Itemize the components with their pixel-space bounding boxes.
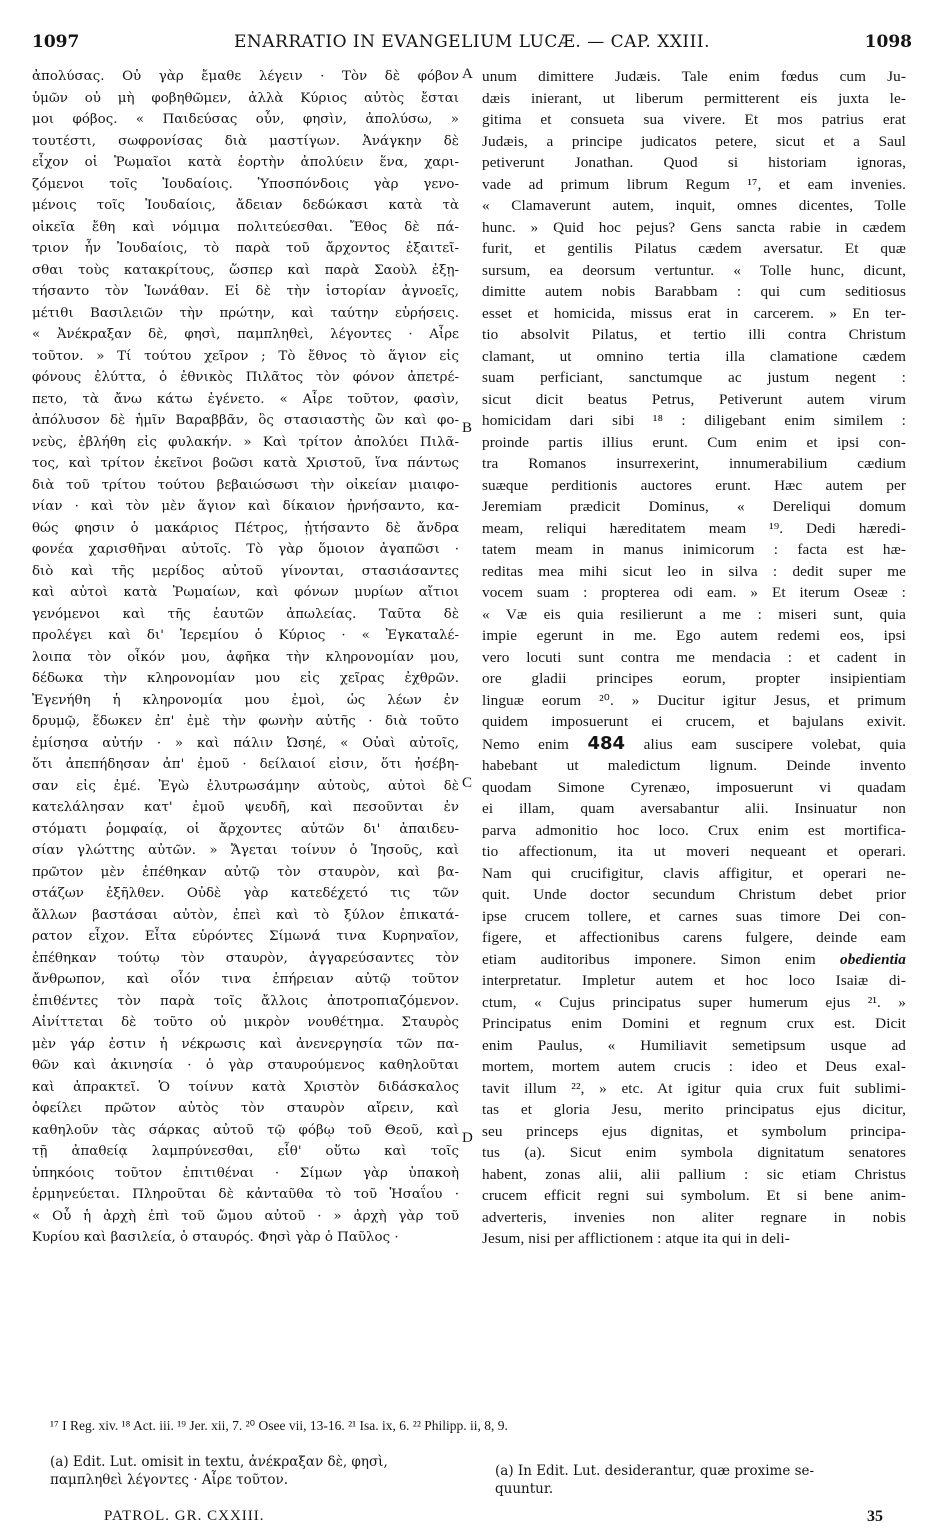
text-line: ὑπηκόοις τοῦτον ἐπιτιθέναι · Σίμων γὰρ ὑπακοὴ <box>32 1165 459 1181</box>
text-line: καὶ ἀπρακτεῖ. Ὁ τοίνυν κατὰ Χριστὸν διδάσκαλος <box>32 1079 459 1095</box>
text-line: Jeremiam prædicit Dominus, « Dereliqui domum <box>482 498 906 515</box>
text-line: seu princeps ejus dignitas, et symbolum principa- <box>482 1122 906 1140</box>
text-line: ὀφείλει πρῶτον αὐτὸς τὸν σταυρὸν αἴρειν, καὶ <box>32 1101 459 1116</box>
text-line: habebant ut maledictum lignum. Deinde invento <box>482 757 906 774</box>
text-line: tus (a). Sicut enim symbola dignitatum senatores <box>482 1144 906 1161</box>
text-line: μένοις τοῖς Ἰουδαίοις, ἄδειαν δεδώκασι κατὰ τὰ <box>32 198 459 213</box>
text-line: adverteris, invenies non aliter regnare in nobis <box>482 1208 906 1226</box>
page-number-left: 1097 <box>32 32 80 52</box>
text-line: enim Paulus, « Humiliavit semetipsum usque ad <box>482 1036 906 1054</box>
text-line: unum dimittere Judæis. Tale enim fœdus cum Ju- <box>482 68 906 85</box>
text-line: μοι φόβος. « Παιδεύσας οὖν, φησὶν, ἀπολύσω, » <box>32 112 459 127</box>
text-line: μὲν γάρ ἐστιν ἡ νέκρωσις καὶ ἀνενεργησία τῶν πα- <box>32 1036 459 1052</box>
text-line: προλέγει καὶ δι' Ἱερεμίου ὁ Κύριος · « Ἐγκαταλέ- <box>32 628 459 643</box>
text-line: σθαι τοὺς κατακρίτους, ὥσπερ καὶ παρὰ Σαοὺλ ἐξῃ- <box>32 262 459 278</box>
text-line: parva admonitio hoc loco. Crux enim est mortifica- <box>482 821 906 839</box>
text-line: τριον ἦν Ἰουδαίοις, τὸ παρὰ τοῦ ἄρχοντος ἐξαιτεῖ- <box>32 241 459 256</box>
text-line: sicut dicit beatus Petrus, Petiverunt autem virum <box>482 390 906 408</box>
text-line: στάζων ἐξῆλθεν. Οὐδὲ γὰρ κατεδέχετό τις τῶν <box>32 886 459 901</box>
text-line: tio affectionum, ita ut moveri nequeant et operari. <box>482 843 906 860</box>
text-line: θώς φησιν ὁ μακάριος Πέτρος, ᾐτήσαντο δὲ ἄνδρα <box>32 520 459 536</box>
text-line: crucem efficit regni sui symbolum. Et si bene anim- <box>482 1187 906 1204</box>
footnote-line: (a) Edit. Lut. omisit in textu, ἀνέκραξαν δὲ, φησὶ, <box>50 1454 388 1470</box>
scripture-references: ¹⁷ I Reg. xiv. ¹⁸ Act. iii. ¹⁹ Jer. xii, 7. ²⁰ Osee vii, 13-16. ²¹ Isa. ix, 6. ²² Philipp. ii, 8, 9. <box>50 1418 508 1433</box>
text-line: quodam Simone Cyrenæo, imposuerunt vi quadam <box>482 778 906 796</box>
page-stamp: 484 <box>587 732 626 754</box>
text-line: Ἐγενήθη ἡ κληρονομία μου ἐμοὶ, ὡς λέων ἐν <box>32 692 459 708</box>
text-line: esset et homicida, missus erat in carcerem. » En ter- <box>482 304 906 322</box>
text-line: στόματι ῥομφαίᾳ, οἱ ἄρχοντες αὐτῶν δι' ἀπαιδευ- <box>32 821 459 837</box>
text-line: tatem meam in manus inimicorum : facta est hæ- <box>482 541 906 558</box>
text-line: ἄλλων βαστάσαι αὐτὸν, ἐπεὶ καὶ τὸ ξύλον ἐπικατά- <box>32 907 459 923</box>
text-line: ore gladii principes eorum, propter insipientiam <box>482 670 906 687</box>
page-number-right: 1098 <box>864 32 912 52</box>
signature-mark: 35 <box>867 1508 883 1525</box>
text-line: τος, καὶ τρίτον ἐκεῖνοι βοῶσι κατὰ Χριστοῦ, ἵνα πάντως <box>32 456 459 471</box>
margin-letter-d: D <box>462 1130 473 1146</box>
footnote-line: (a) In Edit. Lut. desiderantur, quæ proxime se- <box>495 1463 815 1479</box>
text-line: suam perficiant, sanctumque ac justum negent : <box>482 369 906 386</box>
text-line: vocem suam : propterea odi eam. » Et iterum Oseæ : <box>482 584 906 601</box>
margin-letter-a: A <box>462 66 473 82</box>
text-line: ἐπέθηκαν τούτῳ τὸν σταυρὸν, ἀγγαρεύσαντες τὸν <box>32 950 459 966</box>
footnote-right <box>495 1462 915 1498</box>
text-line: tavit illum ²², » etc. At igitur quia crux fuit sublimi- <box>482 1079 906 1097</box>
text-line: vade ad primum librum Regum ¹⁷, et eam invenies. <box>482 175 906 193</box>
text-line: διὸ καὶ τῆς μερίδος αὐτοῦ γίνονται, στασιάσαντες <box>32 563 459 579</box>
margin-letter-b: B <box>462 420 473 436</box>
text-line: quidem imposuerunt ei crucem, et bajulans exivit. <box>482 713 906 730</box>
text-line: homicidam dari sibi ¹⁸ : diligebant enim similem : <box>482 412 906 429</box>
text-line: ἐμίσησα αὐτήν · » καὶ πάλιν Ὠσηέ, « Οὐαὶ αὐτοῖς, <box>32 735 459 751</box>
text-line: gitima et consueta sua vivere. Et mos patrius erat <box>482 111 906 128</box>
text-line: Judæis, a principe judicatos petere, sicut et a Saul <box>482 132 906 150</box>
text-line: Jesum, nisi per afflictionem : atque ita qui in deli- <box>482 1230 790 1247</box>
page-header <box>32 32 912 58</box>
footnote-line: παμπληθεὶ λέγοντες · Αἶρε τοῦτον. <box>50 1472 288 1488</box>
text-line: tas et gloria Jesu, merito principatus ejus dicitur, <box>482 1101 906 1118</box>
text-line: ρατον εἶχον. Εἶτα εὑρόντες Σίμωνά τινα Κυρηναῖον, <box>32 929 459 944</box>
text-line: petiverunt Jonathan. Quod si historiam ignoras, <box>482 154 906 171</box>
margin-letter-c: C <box>462 775 473 791</box>
text-line: Nam qui crucifigitur, clavis affigitur, et operari ne- <box>482 864 906 882</box>
text-line: habent, zonas alii, alii pallium : sic etiam Christus <box>482 1165 906 1183</box>
text-line: hunc. » Quid hoc pejus? Gens sancta rabie in cædem <box>482 218 906 236</box>
text-line: σαν εἰς ἐμέ. Ἐγὼ ἐλυτρωσάμην αὐτοὺς, αὐτοὶ δὲ <box>32 778 459 794</box>
text-line: λοιπα τὸν οἶκόν μου, ἀφῆκα τὴν κληρονομίαν μου, <box>32 649 459 665</box>
text-line: μέτιθι Βασιλειῶν τὴν πρώτην, καὶ ταύτην εὑρήσεις. <box>32 305 459 321</box>
text-line: τήσαντο τὸν Ἰωνάθαν. Εἰ δὲ τὴν ἱστορίαν ἀγνοεῖς, <box>32 284 459 299</box>
text-line: clamant, ut omnino tertia illa clamatione cædem <box>482 347 906 365</box>
text-line: γενόμενοι καὶ τῆς ἑαυτῶν ἀπωλείας. Ταῦτα δὲ <box>32 606 459 622</box>
text-line: καθηλοῦν τὰς σάρκας αὐτοῦ τῷ φόβῳ τοῦ Θεοῦ, καὶ <box>32 1122 459 1138</box>
text-line: reditas mea mihi sicut leo in silva : dedit super me <box>482 562 906 580</box>
text-line: impie egerunt in me. Ego autem redemi eos, ipsi <box>482 627 906 644</box>
text-line: figere, et affectionibus carens fulgere, deinde eam <box>482 929 906 946</box>
text-line: ὅτι ἀπεπήδησαν ἀπ' ἐμοῦ · δείλαιοί εἰσιν, ὅτι ἠσέβη- <box>32 757 459 772</box>
text-line: οἰκεῖα ἔθη καὶ νόμιμα πολιτεύεσθαι. Ἔθος δὲ πά- <box>32 219 459 235</box>
text-line: ἄνθρωπον, καὶ οἷόν τινα ἐπήρειαν αὐτῷ τοῦτον <box>32 972 459 987</box>
text-line: proinde partis illius erunt. Cum enim et ipsi con- <box>482 433 906 451</box>
text-line: ζόμενοι τοῖς Ἰουδαίοις. Ὑποσπόνδοις γὰρ γενο- <box>32 176 459 192</box>
text-line: ctum, « Cujus principatus super humerum ejus ²¹. » <box>482 993 906 1011</box>
text-line: Κυρίου καὶ βασιλεία, ὁ σταυρός. Φησὶ γὰρ ὁ Παῦλος · <box>32 1230 399 1245</box>
text-line: dæis inierant, ut liberum permitterent eis juxta le- <box>482 89 906 107</box>
text-line: Αἰνίττεται δὲ τοῦτο οὐ μικρὸν νουθέτημα. Σταυρὸς <box>32 1015 459 1030</box>
text-line: tra Romanos insurrexerint, innumerabilium cædium <box>482 455 906 472</box>
text-line: ipse crucem tollere, et carnes suas timore Dei con- <box>482 907 906 925</box>
text-line: ἀπολύσας. Οὐ γὰρ ἔμαθε λέγειν · Τὸν δὲ φόβον <box>32 69 459 84</box>
text-line: ἀπόλυσον δὲ ἡμῖν Βαραββᾶν, ὃς στασιαστὴς ὢν καὶ φο- <box>32 413 459 428</box>
footnote-line: quuntur. <box>495 1481 554 1497</box>
text-line: ἑρμηνεύεται. Πληροῦται δὲ κἀνταῦθα τὸ τοῦ Ἡσαΐου · <box>32 1187 459 1202</box>
text-line: νίαν · καὶ τὸν μὲν ἅγιον καὶ δίκαιον ἠρνήσαντο, κα- <box>32 499 459 514</box>
text-line: θῶν καὶ ἀκινησία · ὁ γὰρ σταυρούμενος καθηλοῦται <box>32 1058 459 1073</box>
latin-text-column <box>482 66 906 1250</box>
text-line: dimitte autem nobis Barabbam : qui cum seditiosus <box>482 283 906 300</box>
text-line: φόνους ἐλύττα, ὁ ἐθνικὸς Πιλᾶτος τὸν φόνον ἀπετρέ- <box>32 370 459 385</box>
footnote-left <box>50 1453 460 1489</box>
text-line: δρυμῷ, ἔδωκεν ἐπ' ἐμὲ τὴν φωνὴν αὐτῆς · διὰ τοῦτο <box>32 714 459 729</box>
running-title: ENARRATIO IN EVANGELIUM LUCÆ. — CAP. XXIII. <box>234 32 710 52</box>
text-line: vero locuti sunt contra me mendacia : et cadent in <box>482 648 906 666</box>
text-line: ei illam, quam aversabantur alii. Insinuatur non <box>482 800 906 817</box>
text-line: sursum, ea deorsum vertuntur. « Tolle hunc, dicunt, <box>482 261 906 279</box>
text-line: ἐπιθέντες τὸν παρὰ τοῖς ἄλλοις ἀποτροπιαζόμενον. <box>32 993 459 1009</box>
text-line: « Ἀνέκραξαν δὲ, φησὶ, παμπληθεὶ, λέγοντες · Αἶρε <box>32 327 459 342</box>
greek-text-column <box>32 66 459 1249</box>
text-line: καὶ αὐτοὶ κατὰ Ῥωμαίων, καὶ φόνων μυρίων αἴτιοι <box>32 585 459 600</box>
text-line: τῇ ἀπαθείᾳ λαμπρύνεσθαι, εἶθ' οὕτω καὶ τοῖς <box>32 1144 459 1159</box>
text-line: διὰ τοῦ τρίτου τούτου βεβαιώσωσι τὴν οἰκείαν μιαιφο- <box>32 477 459 493</box>
text-line: quit. Unde doctor secundum Christum debet prior <box>482 886 906 903</box>
italic-term: obedientia <box>840 950 906 968</box>
series-footer: PATROL. GR. CXXIII. <box>104 1508 265 1524</box>
text-line: τοῦτον. » Τί τούτου χεῖρον ; Τὸ ἔθνος τὸ ἅγιον εἰς <box>32 348 459 364</box>
text-line: πετο, τὰ ἄνω κάτω ἐγένετο. « Αἶρε τοῦτον, φασὶν, <box>32 391 459 407</box>
text-line: « Οὗ ἡ ἀρχὴ ἐπὶ τοῦ ὤμου αὐτοῦ · » ἀρχὴ γὰρ τοῦ <box>32 1208 459 1224</box>
text-line: Nemo enim 484 alius eam suscipere volebat, quia <box>482 732 906 754</box>
text-line: etiam auditoribus imponere. Simon enim obedientia <box>482 950 906 968</box>
text-line: νεὺς, ἐβλήθη εἰς φυλακήν. » Καὶ τρίτον ἀπολύει Πιλᾶ- <box>32 434 459 450</box>
text-line: κατελάλησαν κατ' ἐμοῦ ψευδῆ, καὶ πεσοῦνται ἐν <box>32 800 459 815</box>
text-line: tio absolvit Pilatus, et tertio illi contra Christum <box>482 326 906 343</box>
text-line: Principatus enim Domini et regnum crux est. Dicit <box>482 1015 906 1032</box>
text-line: linguæ eorum ²⁰. » Ducitur igitur Jesus, et primum <box>482 691 906 709</box>
text-line: meam, reliqui hæreditatem meam ¹⁹. Dedi hæredi- <box>482 519 906 537</box>
text-line: δέδωκα τὴν κληρονομίαν μου εἰς χεῖρας ἐχθρῶν. <box>32 671 459 686</box>
text-line: πρῶτον μὲν ἐπέθηκαν αὐτῷ τὸν σταυρὸν, καὶ βα- <box>32 864 459 880</box>
text-line: mortem, mortem autem crucis : ideo et Deus exal- <box>482 1058 906 1075</box>
text-line: εἶχον οἱ Ῥωμαῖοι κατὰ ἑορτὴν ἀπολύειν ἕνα, χαρι- <box>32 155 459 170</box>
text-line: σίαν γλώττης αὐτῶν. » Ἄγεται τοίνυν ὁ Ἰησοῦς, καὶ <box>32 843 459 858</box>
text-line: φονέα χαρισθῆναι αὐτοῖς. Τὸ γὰρ ὅμοιον ἀγαπῶσι · <box>32 542 459 557</box>
text-line: « Væ eis quia resilierunt a me : miseri sunt, quia <box>482 605 906 623</box>
text-line: « Clamaverunt autem, inquit, omnes dicentes, Tolle <box>482 197 906 214</box>
text-line: τουτέστι, σωφρονίσας διὰ μαστίγων. Ἀνάγκην δὲ <box>32 133 459 149</box>
text-line: suæque perditionis auctores erunt. Hæc autem per <box>482 476 906 494</box>
text-line: furit, et gentilis Pilatus cædem aversatur. Et quæ <box>482 240 906 257</box>
text-line: interpretatur. Impletur autem et hoc loco Isaiæ di- <box>482 972 906 989</box>
text-line: ὑμῶν οὐ μὴ φοβηθῶμεν, ἀλλὰ Κύριος αὐτὸς ἔσται <box>32 90 459 106</box>
